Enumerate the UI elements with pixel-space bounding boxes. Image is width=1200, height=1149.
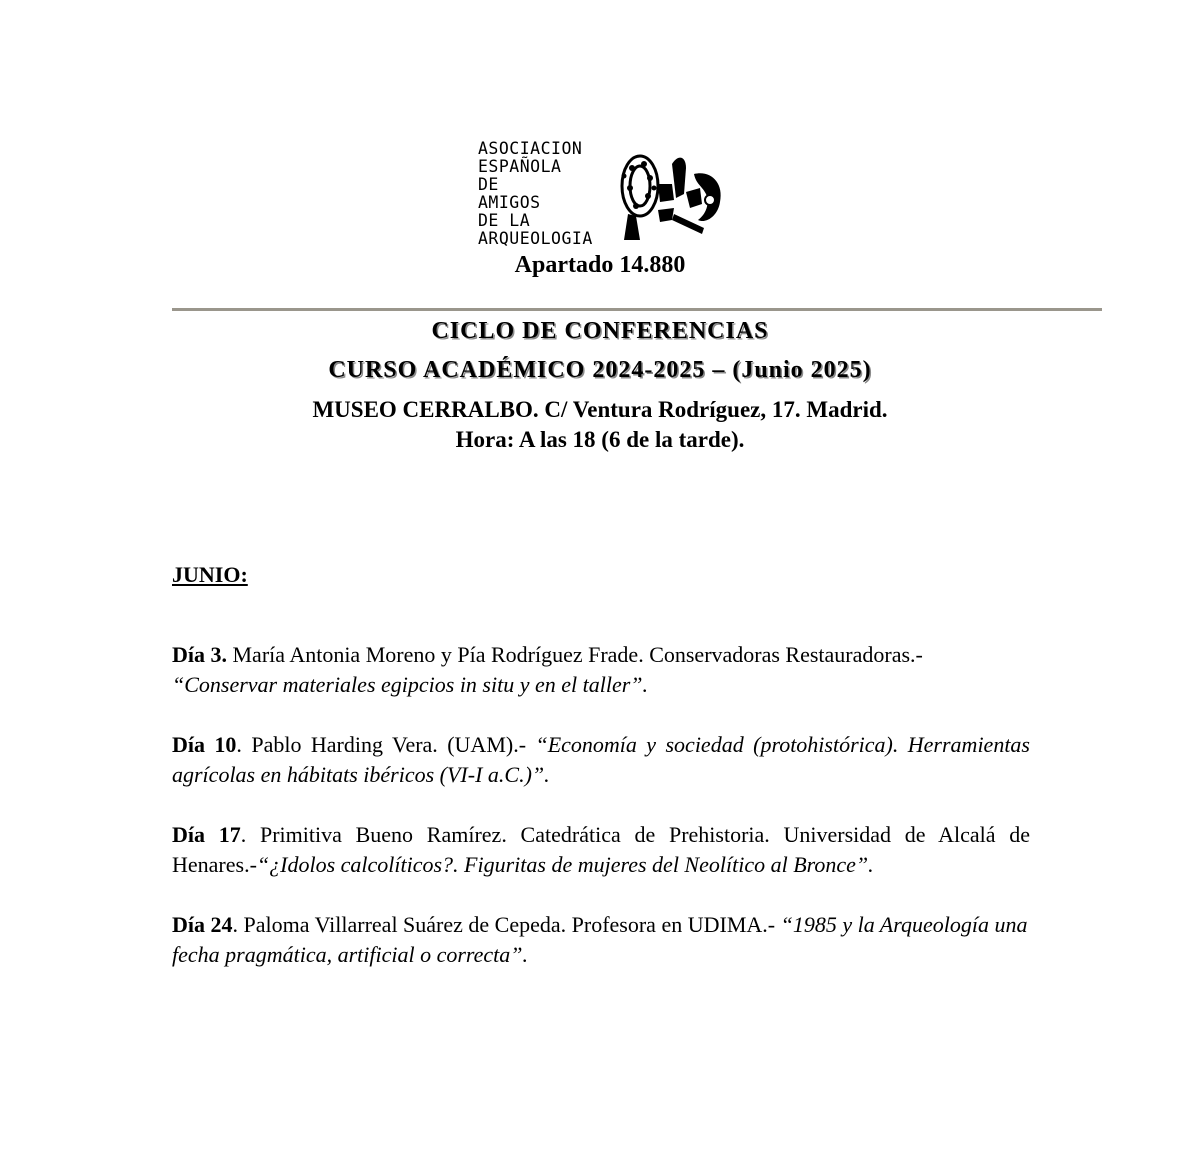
lecture-entry [172,910,1030,970]
association-logo [478,140,728,246]
venue-line: MUSEO CERRALBO. C/ Ventura Rodríguez, 17. Madrid. [312,397,888,422]
lecture-day: Día 10 [172,732,237,757]
academic-year-title: CURSO ACADÉMICO 2024-2025 – (Junio 2025) [328,357,872,383]
lecture-list [172,640,1030,1000]
logo-text-line: ASOCIACION [478,139,583,158]
lecture-title-end: . [522,942,529,967]
lecture-speaker: . Primitiva Bueno Ramírez. Catedrática de Prehistoria. Universidad de Alcalá de Henares.- [172,822,1031,877]
lecture-title: “Economía y sociedad (protohistórica). Herramientas agrícolas en hábitats ibéricos (VI-I a.C.)” [172,732,1030,787]
lecture-title: “1985 y la Arqueología una fecha pragmática, artificial o correcta” [172,912,1028,967]
lecture-day: Día 17 [172,822,241,847]
logo-text-line: DE [478,175,499,194]
logo-text-line: DE LA [478,211,531,230]
month-heading: JUNIO: [172,562,248,587]
cycle-title: CICLO DE CONFERENCIAS [431,318,769,344]
lecture-title: “¿Idolos calcolíticos?. Figuritas de mujeres del Neolítico al Bronce” [256,852,869,877]
postal-box: Apartado 14.880 [514,252,686,278]
lecture-title-end: . [868,852,874,877]
lecture-title-end: . [544,762,550,787]
fibula-icon [614,144,726,244]
lecture-title: “Conservar materiales egipcios in situ y en el taller” [172,672,643,697]
logo-wordmark [478,140,618,248]
lecture-day: Día 3. [172,642,227,667]
lecture-speaker: . Paloma Villarreal Suárez de Cepeda. Profesora en UDIMA.- [232,912,781,937]
lecture-entry [172,820,1030,880]
logo-text-line: ESPAÑOLA [478,157,562,176]
time-line: Hora: A las 18 (6 de la tarde). [455,427,745,452]
header-divider [172,308,1102,311]
lecture-day: Día 24 [172,912,233,937]
lecture-speaker: María Antonia Moreno y Pía Rodríguez Frade. Conservadoras Restauradoras.- [227,642,923,667]
lecture-entry [172,640,1030,700]
logo-text-line: AMIGOS [478,193,541,212]
lecture-title-end: . [642,672,649,697]
logo-text-line: ARQUEOLOGIA [478,229,593,248]
lecture-speaker: . Pablo Harding Vera. (UAM).- [236,732,536,757]
lecture-entry [172,730,1030,790]
